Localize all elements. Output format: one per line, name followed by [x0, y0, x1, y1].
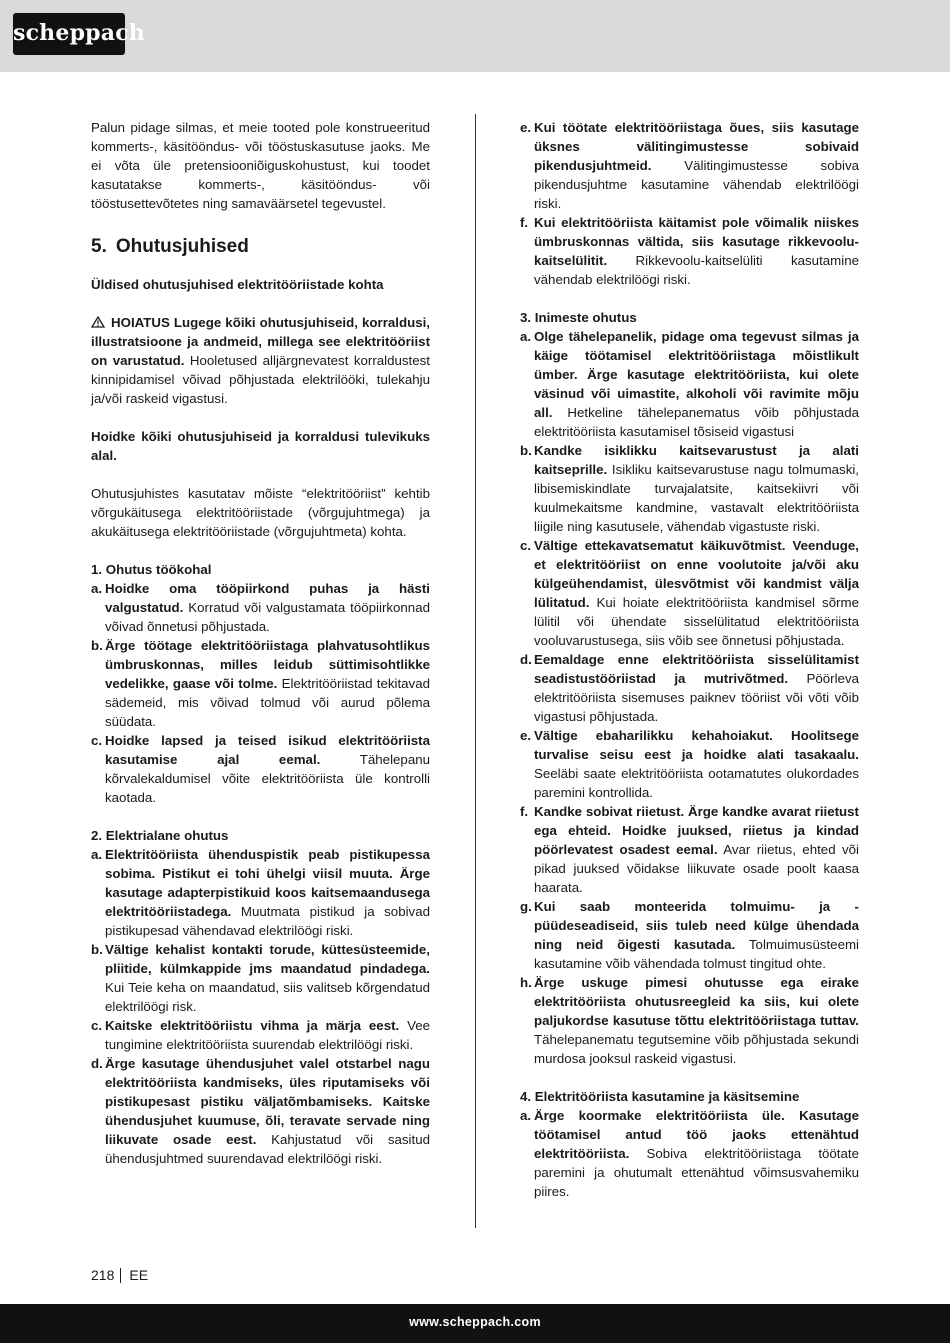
page-header [0, 0, 950, 72]
list-item [520, 1106, 859, 1201]
column-divider [475, 114, 476, 1228]
list [520, 118, 859, 289]
list-marker: h. [520, 975, 532, 990]
list-item [520, 118, 859, 213]
list-item-bold: Kandke isiklikku kaitsevarustust ja alati kaitseprille. [534, 443, 859, 477]
list-item-bold: Ärge töötage elektritööriistaga plahvatusohtlikus ümbruskonnas, milles leidub süttimisohtlikke vedelikke, gaase või tolme. [105, 638, 430, 691]
list-marker: d. [91, 1056, 103, 1071]
list-item-body: Hetkeline tähelepanematus võib põhjustada elektritööriista kasutamisel tõsiseid vigastusi [534, 405, 859, 439]
list-item-body: Välitingimustesse sobiva pikendusjuhtme kasutamine vähendab elektrilöögi riski. [534, 158, 859, 211]
page-number-area [91, 1266, 148, 1284]
keep-instructions: Hoidke kõiki ohutusjuhiseid ja korraldusi tulevikuks alal. [91, 429, 430, 463]
list-item-bold: Olge tähelepanelik, pidage oma tegevust silmas ja käige töötamisel elektritööriistaga mõistlikult ümber. Ärge kasutage elektritööriista, kui olete väsinud või uimastite, alkoholi või ravimite mõju all. [534, 329, 859, 420]
list-item-bold: Kui saab monteerida tolmuimu- ja -püüdeseadiseid, siis tuleb need külge ühendada ning neid õigesti kasutada. [534, 899, 859, 952]
list-item-bold: Elektritööriista ühenduspistik peab pistikupessa sobima. Pistikut ei tohi ühelgi viisil muuta. Ärge kasutage adapterpistikuid koos kaitsemaandusega elektritööriistadega. [105, 847, 430, 919]
list-marker: d. [520, 652, 532, 667]
list [91, 579, 430, 807]
general-heading: Üldised ohutusjuhised elektritööriistade kohta [91, 277, 384, 292]
list-marker: f. [520, 215, 529, 230]
list-item [91, 1054, 430, 1168]
list [520, 1106, 859, 1201]
list-marker: e. [520, 120, 532, 135]
list-item-text [105, 1054, 430, 1168]
list-item-body: Avar riietus, ehted või pikad juuksed võidakse liikuvate osade poolt kaasa haarata. [534, 842, 859, 895]
list-item-bold: Kaitske elektritööriistu vihma ja märja eest. [105, 1018, 400, 1033]
list-item [520, 536, 859, 650]
list-item-text [534, 118, 859, 213]
list-item [520, 897, 859, 973]
list-item-bold: Eemaldage enne elektritööriista sisselülitamist seadistustööriistad ja mutrivõtmed. [534, 652, 859, 686]
list-item-body: Seeläbi saate elektritööriista ootamatutes olukordades paremini kontrollida. [534, 766, 859, 800]
list-item-text [534, 897, 859, 973]
warning-bold: HOIATUS Lugege kõiki ohutusjuhiseid, korraldusi, illustratsioone ja andmeid, millega see elektritööriist on varustatud. [91, 315, 430, 368]
list-item-body: Kahjustatud või sasitud ühendusjuhtmed suurendavad elektrilöögi riski. [105, 1132, 430, 1166]
list-item-body: Elektritööriistad tekitavad sädemeid, mis võivad tolmud või aurud põlema süüdata. [105, 676, 430, 729]
list-item-bold: Hoidke lapsed ja teised isikud elektritööriista kasutamise ajal eemal. [105, 733, 430, 767]
list-item [91, 731, 430, 807]
list-item-text [534, 1106, 859, 1201]
subsection-heading-2: 2. Elektrialane ohutus [91, 828, 229, 843]
warning-paragraph [91, 313, 430, 408]
list-item-text [534, 726, 859, 802]
right-column [520, 118, 859, 1201]
list [520, 327, 859, 1068]
list-item-bold: Kui töötate elektritööriistaga õues, siis kasutage üksnes välitingimustesse sobivaid pikendusjuhtmeid. [534, 120, 859, 173]
list-marker: a. [91, 847, 103, 862]
list-item [520, 726, 859, 802]
list-item [520, 650, 859, 726]
list-item-text [534, 650, 859, 726]
list-item-bold: Ärge kasutage ühendusjuhet valel otstarbel nagu elektritööriista kandmiseks, üles riputamiseks või pistikupesast pistiku väljatõmbamiseks. Kaitske ühendusjuhet kuumuse, õli, teravate servade ning liikuvate osade eest. [105, 1056, 430, 1147]
list-item [520, 973, 859, 1068]
list-item [91, 1016, 430, 1054]
page-footer [0, 1304, 950, 1343]
warning-triangle-icon [91, 316, 105, 328]
list-item-text [105, 579, 430, 636]
list-item-bold: Vältige ebaharilikku kehahoiakut. Hoolitsege turvalise seisu eest ja hoidke alati tasakaalu. [534, 728, 859, 762]
list-marker: a. [520, 1108, 532, 1123]
list-item [91, 940, 430, 1016]
subsection-heading-1: 1. Ohutus töökohal [91, 562, 212, 577]
list-item-text [534, 802, 859, 897]
term-definition: Ohutusjuhistes kasutatav mõiste “elektritööriist” kehtib võrgukäitusega elektritööriistade (võrgujuhtmega) ja akukäitusega elektritööriistade (võrgujuhtmeta) kohta. [91, 486, 430, 539]
language-code: EE [129, 1267, 149, 1283]
list-item-bold: Vältige kehalist kontakti torude, küttesüsteemide, pliitide, külmkappide jms maandatud pindadega. [105, 942, 430, 976]
section-title: Ohutusjuhised [115, 236, 249, 257]
list-item-body: Tähelepanu kõrvalekaldumisel võite elektritööriista üle kontrolli kaotada. [105, 752, 430, 805]
list-item-bold: Ärge uskuge pimesi ohutusse ega eirake elektritööriista ohutusreegleid ka siis, kui olete paljukordse kasutuse tõttu elektritööriistaga tuttav. [534, 975, 859, 1028]
list-item [91, 579, 430, 636]
list-item-bold: Vältige ettekavatsematut käikuvõtmist. Veenduge, et elektritööriist on enne voolutoite ja/või aku külgeühendamist, ülesvõtmist või kandmist välja lülitatud. [534, 538, 859, 610]
list-item-bold: Ärge koormake elektritööriista üle. Kasutage töötamisel antud töö jaoks ettenähtud elektritööriista. [534, 1108, 859, 1161]
list-item [520, 327, 859, 441]
list-marker: c. [91, 733, 103, 748]
list-item [91, 845, 430, 940]
section-heading [91, 235, 430, 259]
list-item-text [105, 940, 430, 1016]
scheppach-logo: scheppach [13, 13, 125, 55]
list-item-bold: Hoidke oma tööpiirkond puhas ja hästi valgustatud. [105, 581, 430, 615]
list-item-body: Kui hoiate elektritööriista kandmisel sõrme lülitil või ühendate sisselülitatud elektritööriista vooluvarustusega, siis võib see õnnetusi põhjustada. [534, 595, 859, 648]
list-marker: b. [91, 942, 103, 957]
list-item-text [105, 845, 430, 940]
list-item-body: Vee tungimine elektritööriista suurendab elektrilöögi riski. [105, 1018, 430, 1052]
list [91, 845, 430, 1168]
website-link[interactable]: www.scheppach.com [409, 1315, 541, 1329]
list-item-bold: Kandke sobivat riietust. Ärge kandke avarat riietust ega ehteid. Hoidke juuksed, riietus ja kindad pöörlevatest osadest eemal. [534, 804, 859, 857]
list-item-text [534, 441, 859, 536]
list-marker: b. [91, 638, 103, 653]
list-marker: a. [91, 581, 103, 596]
list-item-body: Korratud või valgustamata tööpiirkonnad võivad õnnetusi põhjustada. [105, 600, 430, 634]
list-marker: e. [520, 728, 532, 743]
subsection-heading-3: 3. Inimeste ohutus [520, 310, 637, 325]
list-item-body: Tähelepanematu tegutsemine võib põhjustada sekundi murdosa jooksul raskeid vigastusi. [534, 1032, 859, 1066]
list-item-body: Muutmata pistikud ja sobivad pistikupesad vähendavad elektrilöögi riski. [105, 904, 430, 938]
list-item-body: Tolmuimusüsteemi kasutamine võib vähendada tolmust tingitud ohte. [534, 937, 859, 971]
list-item-text [534, 973, 859, 1068]
list-item [520, 802, 859, 897]
list-item [520, 441, 859, 536]
list-item-body: Kui Teie keha on maandatud, siis valitseb kõrgendatud elektrilöögi risk. [105, 980, 430, 1014]
list-item [520, 213, 859, 289]
list-item [91, 636, 430, 731]
list-item-body: Isikliku kaitsevarustuse nagu tolmumaski, libisemiskindlate turvajalatsite, kaitsekiivri või kuulmekaitsme kandmine, vastavalt elektritööriista liigile ning kasutusele, vähendab vigastuste riski. [534, 462, 859, 534]
page-number-separator [120, 1268, 121, 1283]
list-marker: c. [520, 538, 532, 553]
list-item-text [534, 327, 859, 441]
list-item-body: Sobiva elektritööriistaga töötate paremini ja ohutumalt ettenähtud võimsusvahemiku piires. [534, 1146, 859, 1199]
list-marker: f. [520, 804, 529, 819]
list-item-body: Rikkevoolu-kaitselüliti kasutamine vähendab elektrilöögi riski. [534, 253, 859, 287]
section-number: 5. [91, 236, 107, 257]
list-marker: a. [520, 329, 532, 344]
list-item-text [105, 731, 430, 807]
page-number: 218 [91, 1267, 115, 1283]
list-item-body: Pöörleva elektritööriista sisemuses paiknev tööriist või võti võib vigastusi põhjustada. [534, 671, 859, 724]
list-marker: g. [520, 899, 532, 914]
list-item-text [534, 536, 859, 650]
intro-paragraph: Palun pidage silmas, et meie tooted pole konstrueeritud kommerts-, käsitööndus- või tööstuskasutuse jaoks. Me ei võta üle pretensiooniõiguskohustust, kui toodet kasutatakse kommerts-, käsitööndus- või tööstusettevõtetes ning samaväärsetel tegevustel. [91, 120, 430, 211]
subsection-heading-4: 4. Elektritööriista kasutamine ja käsitsemine [520, 1089, 800, 1104]
list-item-text [105, 1016, 430, 1054]
list-item-text [105, 636, 430, 731]
warning-text: Hooletused alljärgnevatest korraldustest kinnipidamisel võivad põhjustada elektrilööki, tulekahju ja/või raskeid vigastusi. [91, 353, 430, 406]
left-column [91, 118, 430, 1168]
list-item-text [534, 213, 859, 289]
list-marker: c. [91, 1018, 103, 1033]
list-item-bold: Kui elektritööriista käitamist pole võimalik niiskes ümbruskonnas vältida, siis kasutage rikkevoolu-kaitselülitit. [534, 215, 859, 268]
list-marker: b. [520, 443, 532, 458]
